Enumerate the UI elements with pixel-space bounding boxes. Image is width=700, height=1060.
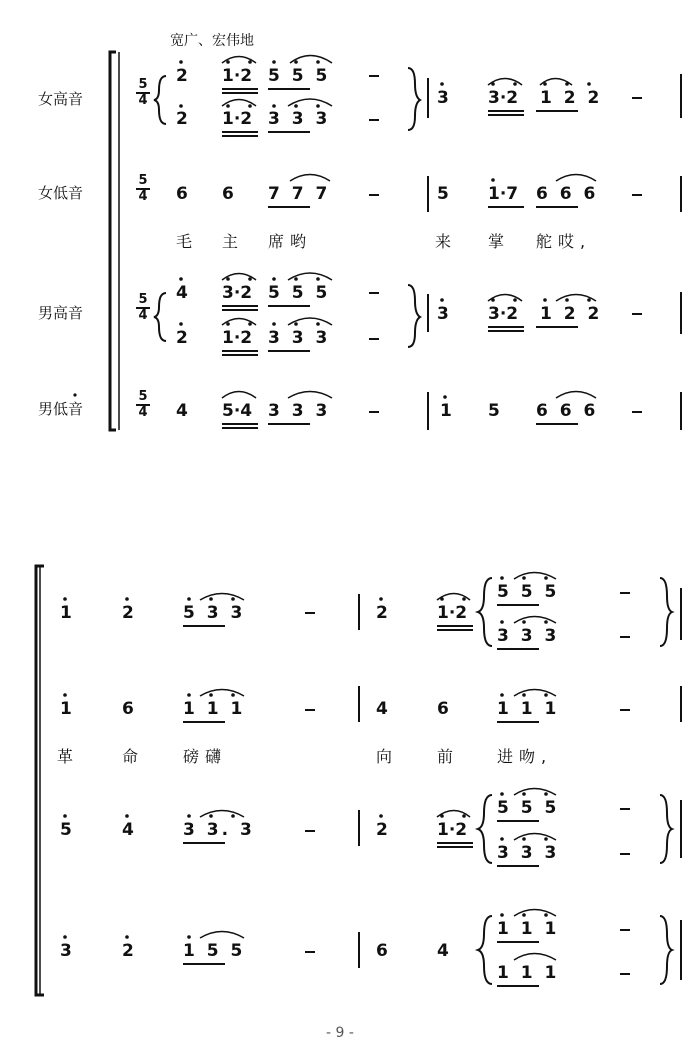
lyric: 来 bbox=[435, 232, 452, 251]
note: 5 5 5 bbox=[268, 283, 331, 303]
note: 5 bbox=[488, 401, 500, 421]
note: 6 6 6 bbox=[536, 184, 599, 204]
note: 1 1 1 bbox=[497, 699, 560, 719]
note: 5 5 5 bbox=[268, 66, 331, 86]
brace bbox=[478, 578, 492, 646]
brace bbox=[408, 68, 420, 130]
note: 1 bbox=[60, 603, 72, 623]
slur bbox=[200, 932, 244, 939]
note: 5 bbox=[60, 820, 72, 840]
brace bbox=[478, 795, 492, 863]
lyric: 掌 bbox=[488, 232, 505, 251]
slur bbox=[288, 392, 332, 399]
brace bbox=[154, 76, 166, 124]
note: 6 6 6 bbox=[536, 401, 599, 421]
note: 4 bbox=[437, 941, 449, 961]
slur bbox=[514, 910, 556, 917]
note: 3 bbox=[437, 304, 449, 324]
slur bbox=[200, 594, 244, 601]
brace bbox=[408, 285, 420, 347]
note: 1 1 1 bbox=[497, 919, 560, 939]
note: 1 5 5 bbox=[183, 941, 246, 961]
lyric: 进吻, bbox=[497, 747, 553, 766]
note: 1·2 bbox=[437, 603, 468, 623]
brace bbox=[660, 795, 672, 863]
note: 2 bbox=[176, 66, 188, 86]
note: 3 bbox=[437, 88, 449, 108]
note: 3·2 bbox=[488, 304, 519, 324]
note: 1·2 bbox=[222, 109, 253, 129]
note: 2 bbox=[176, 328, 188, 348]
note: 5 5 5 bbox=[497, 582, 560, 602]
note: 6 bbox=[376, 941, 388, 961]
note: 1·2 bbox=[222, 66, 253, 86]
note: 5·4 bbox=[222, 401, 253, 421]
note: 1·2 bbox=[437, 820, 468, 840]
part-label-tenor: 男高音 bbox=[38, 304, 84, 322]
slur bbox=[514, 789, 556, 796]
note: 6 bbox=[222, 184, 234, 204]
slur bbox=[556, 175, 596, 182]
lyric: 毛 bbox=[176, 232, 193, 251]
page-number: - 9 - bbox=[326, 1025, 354, 1041]
system-bracket bbox=[110, 52, 116, 430]
slur bbox=[514, 954, 556, 961]
note: 1 bbox=[60, 699, 72, 719]
note: 4 bbox=[376, 699, 388, 719]
part-label-bass: 男低音 bbox=[38, 400, 84, 418]
note: 6 bbox=[122, 699, 134, 719]
part-label-alto: 女低音 bbox=[38, 184, 84, 202]
brace bbox=[478, 916, 492, 984]
slur bbox=[222, 392, 256, 399]
note: 1·7 bbox=[488, 184, 519, 204]
note: 2 bbox=[376, 603, 388, 623]
note: 2 bbox=[122, 941, 134, 961]
note: 1 2 2 bbox=[540, 88, 603, 108]
part-label-soprano: 女高音 bbox=[38, 90, 84, 108]
time-signature: 5 4 bbox=[136, 174, 150, 203]
note: 5 bbox=[437, 184, 449, 204]
note: 3 3. 3 bbox=[183, 820, 255, 840]
slur bbox=[556, 392, 596, 399]
note: 5 3 3 bbox=[183, 603, 246, 623]
note: 2 bbox=[176, 109, 188, 129]
note: 3 3 3 bbox=[268, 109, 331, 129]
note: 3 3 3 bbox=[497, 626, 560, 646]
lyric: 舵哎, bbox=[536, 232, 592, 251]
lyric: 命 bbox=[122, 747, 139, 766]
note: 6 bbox=[437, 699, 449, 719]
note: 7 7 7 bbox=[268, 184, 331, 204]
time-signature: 5 4 bbox=[136, 293, 150, 322]
time-signature: 5 4 bbox=[136, 78, 150, 107]
note: 4 bbox=[122, 820, 134, 840]
brace bbox=[660, 578, 672, 646]
lyric: 席哟 bbox=[268, 232, 313, 251]
note: 1 bbox=[440, 401, 452, 421]
note: 3 bbox=[60, 941, 72, 961]
lyric: 主 bbox=[222, 232, 239, 251]
note: 6 bbox=[176, 184, 188, 204]
note: 1·2 bbox=[222, 328, 253, 348]
lyric: 磅礴 bbox=[183, 747, 228, 766]
slur bbox=[200, 690, 244, 697]
slur bbox=[514, 573, 556, 580]
note: 4 bbox=[176, 283, 188, 303]
note: 1 1 1 bbox=[497, 963, 560, 983]
lyric: 前 bbox=[437, 747, 454, 766]
lyric: 革 bbox=[57, 747, 74, 766]
note: 3 3 3 bbox=[268, 401, 331, 421]
slur bbox=[514, 834, 556, 841]
tempo-marking: 宽广、宏伟地 bbox=[170, 33, 254, 49]
slur bbox=[514, 690, 556, 697]
slur bbox=[290, 175, 330, 182]
note: 3 3 3 bbox=[268, 328, 331, 348]
brace bbox=[154, 293, 166, 341]
note: 5 5 5 bbox=[497, 798, 560, 818]
note: 3 3 3 bbox=[497, 843, 560, 863]
slur bbox=[514, 617, 556, 624]
note: 2 bbox=[376, 820, 388, 840]
note: 3·2 bbox=[222, 283, 253, 303]
lyric: 向 bbox=[376, 747, 393, 766]
note: 3·2 bbox=[488, 88, 519, 108]
brace bbox=[660, 916, 672, 984]
note: 2 bbox=[122, 603, 134, 623]
note: 1 2 2 bbox=[540, 304, 603, 324]
note: 1 1 1 bbox=[183, 699, 246, 719]
slur bbox=[200, 811, 244, 818]
time-signature: 5 4 bbox=[136, 390, 150, 419]
note: 4 bbox=[176, 401, 188, 421]
